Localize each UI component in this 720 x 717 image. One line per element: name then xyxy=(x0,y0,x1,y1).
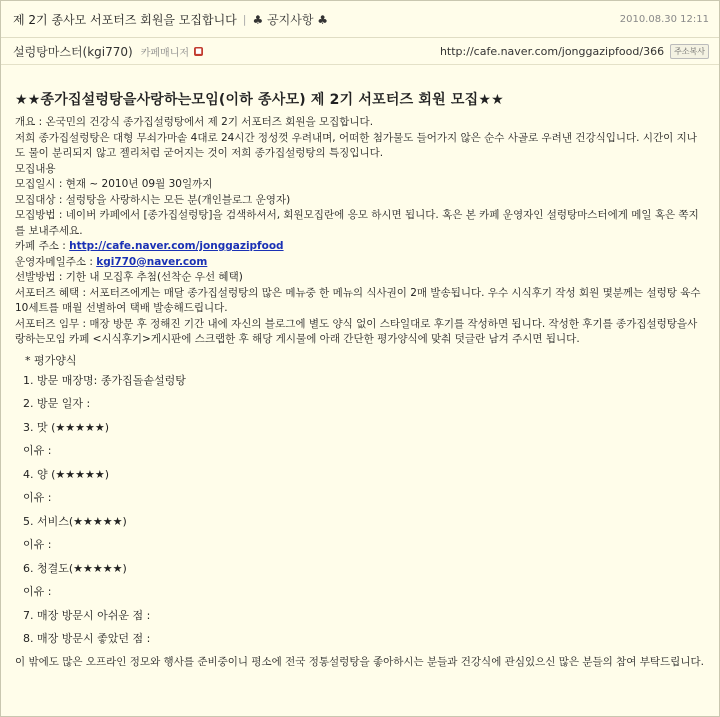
method-line: 모집방법 : 네이버 카페에서 [종가집설렁탕]을 검색하셔서, 회원모집란에 응모 하시면 됩니다. 혹은 본 카페 운영자인 설렁탕마스터에게 메일 혹은 쪽지를 보내주세요. xyxy=(15,209,699,237)
email-link[interactable]: kgi770@naver.com xyxy=(96,255,208,268)
section-label: 모집내용 xyxy=(15,162,56,175)
closing-note: 이 밖에도 많은 오프라인 정모와 행사를 준비중이니 평소에 전국 정통설렁탕을 좋아하시는 분들과 건강식에 관심있으신 많은 분들의 참여 부탁드립니다. xyxy=(15,655,704,668)
email-label: 운영자메일주소 : xyxy=(15,255,97,268)
category-link[interactable]: ♣ 공지사항 ♣ xyxy=(252,12,329,27)
list-item: 이유 : xyxy=(23,538,52,551)
list-item: 7. 매장 방문시 아쉬운 점 : xyxy=(23,608,151,622)
post-meta xyxy=(1,38,719,65)
target-line: 모집대상 : 설렁탕을 사랑하시는 모든 분(개인블로그 운영자) xyxy=(15,193,291,206)
list-item: 이유 : xyxy=(23,491,52,504)
list-item: 8. 매장 방문시 좋았던 점 : xyxy=(23,632,151,645)
post-date: 2010.08.30 12:11 xyxy=(619,13,709,25)
evaluation-form xyxy=(15,352,707,651)
post-title: 제 2기 종사모 서포터즈 회원을 모집합니다 xyxy=(13,12,237,27)
evaluation-title: * 평가양식 xyxy=(25,353,77,367)
list-item: 2. 방문 일자 : xyxy=(23,397,91,410)
list-item: 3. 맛 (★★★★★) xyxy=(23,420,110,434)
post-body xyxy=(1,65,719,670)
cafe-address-line xyxy=(15,239,707,255)
email-line xyxy=(15,255,707,271)
manager-badge-icon: ■ xyxy=(195,46,202,55)
list-item: 6. 청결도(★★★★★) xyxy=(23,561,127,575)
cafe-address-label: 카페 주소 : xyxy=(15,240,70,252)
list-item: 이유 : xyxy=(23,585,52,598)
intro-line-2: 저희 종가집설렁탕은 대형 무쇠가마솥 4대로 24시간 정성껏 우려내며, 어떠한 첨가물도 들어가지 않은 순수 사골로 우려낸 건강식입니다. 시간이 지나도 물이 분리되지 않고 젤리처럼 굳어지는 것이 저희 종가집설렁탕의 특징입니다. xyxy=(15,131,697,159)
author-name[interactable]: 설렁탕마스터(kgi770) xyxy=(13,44,133,59)
post-header xyxy=(1,1,719,38)
list-item: 4. 양 (★★★★★) xyxy=(23,467,110,481)
duty-line: 서포터즈 임무 : 매장 방문 후 정해진 기간 내에 자신의 블로그에 별도 양식 없이 스타일대로 후기를 작성하면 됩니다. 작성한 후기를 종가집설렁탕을사랑하는모임 카페 <시식후기>게시판에 스크랩한 후 해당 게시물에 아래 간단한 평가양식에 맞춰 덧글란 남겨 주시면 됩니다. xyxy=(15,317,698,345)
post-headline: ★★종가집설렁탕을사랑하는모임(이하 종사모) 제 2기 서포터즈 회원 모집★★ xyxy=(15,92,504,108)
intro-line-1: 개요 : 온국민의 건강식 종가집설렁탕에서 제 2기 서포터즈 회원을 모집합니다. xyxy=(15,116,374,128)
benefit-line: 서포터즈 혜택 : 서포터즈에게는 매달 종가집설렁탕의 많은 메뉴중 한 메뉴의 식사권이 2매 발송됩니다. 우수 시식후기 작성 회원 몇분께는 설렁탕 육수 10세트를 매월 선별하여 택배 발송해드립니다. xyxy=(15,286,701,314)
list-item: 이유 : xyxy=(23,444,52,457)
title-separator: | xyxy=(242,12,247,26)
list-item: 1. 방문 매장명: 종가집돌솥설렁탕 xyxy=(23,373,186,387)
author-role: 카페매니저 xyxy=(140,47,190,59)
cafe-address-link[interactable]: http://cafe.naver.com/jonggazipfood xyxy=(69,240,284,252)
copy-url-button[interactable]: 주소복사 xyxy=(670,44,709,59)
list-item: 5. 서비스(★★★★★) xyxy=(23,514,127,528)
post-url[interactable]: http://cafe.naver.com/jonggazipfood/366 xyxy=(439,44,665,58)
selection-line: 선발방법 : 기한 내 모집후 추첨(선착순 우선 혜택) xyxy=(15,271,243,283)
period-line: 모집일시 : 현재 ~ 2010년 09월 30일까지 xyxy=(15,178,213,190)
